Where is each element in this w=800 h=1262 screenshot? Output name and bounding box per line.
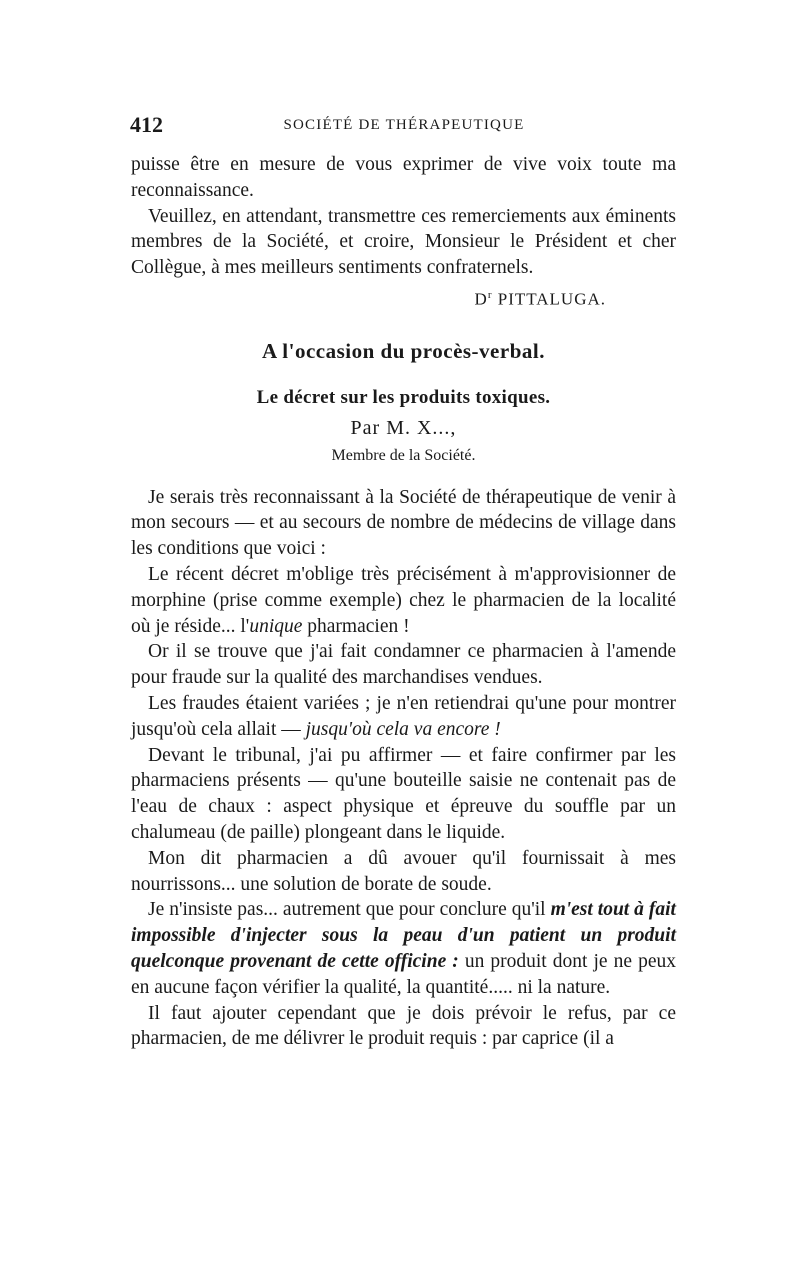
- article-paragraph-6: Mon dit pharmacien a dû avouer qu'il fournissait à mes nourrissons... une solution de borate de soude.: [131, 847, 676, 895]
- letter-signature: [131, 283, 606, 312]
- running-head: SOCIÉTÉ DE THÉRAPEUTIQUE: [283, 117, 525, 133]
- article-paragraph-2: [131, 562, 676, 639]
- signature-prefix: D: [474, 289, 488, 309]
- letter-paragraph-2: Veuillez, en attendant, transmettre ces remerciements aux éminents membres de la Société, et croire, Monsieur le Président et cher Collègue, à mes meilleurs sentiments confraternels.: [131, 205, 676, 279]
- paragraph-2-emphasis: unique: [249, 615, 303, 637]
- paragraph-7-text-b: un produit dont je ne peux en aucune façon vérifier la qualité, la quantité..... ni la nature.: [131, 950, 676, 998]
- article-author: Par M. X...,: [350, 417, 457, 440]
- article-paragraph-3: Or il se trouve que j'ai fait condamner ce pharmacien à l'amende pour fraude sur la qualité des marchandises vendues.: [131, 641, 676, 689]
- article-paragraph-5: Devant le tribunal, j'ai pu affirmer — et faire confirmer par les pharmaciens présents — qu'une bouteille saisie ne contenait pas de l'eau de chaux : aspect physique et épreuve du souffle par un chalumeau (de paille) plongeant dans le liquide.: [131, 744, 676, 843]
- letter-paragraph-1: puisse être en mesure de vous exprimer de vive voix toute ma reconnaissance.: [131, 154, 676, 201]
- page-number: 412: [130, 112, 163, 137]
- article-paragraph-8: Il faut ajouter cependant que je dois prévoir le refus, par ce pharmacien, de me délivrer le produit requis : par caprice (il a: [131, 1002, 676, 1050]
- paragraph-4-emphasis: jusqu'où cela va encore !: [305, 718, 501, 740]
- article-paragraph-1: Je serais très reconnaissant à la Société de thérapeutique de venir à mon secours — et au secours de nombre de médecins de village dans les conditions que voici :: [131, 486, 676, 560]
- paragraph-7-emphasis: m'est tout à fait impossible d'injecter sous la peau d'un patient un produit quelconque provenant de cette officine :: [131, 899, 676, 972]
- paragraph-4-text-a: Les fraudes étaient variées ; je n'en retiendrai qu'une pour montrer jusqu'où cela allait —: [131, 693, 676, 740]
- author-affiliation: Membre de la Société.: [331, 446, 476, 464]
- body-text: [131, 152, 676, 1052]
- paragraph-7-text-a: Je n'insiste pas... autrement que pour conclure qu'il: [148, 899, 551, 921]
- section-title: A l'occasion du procès-verbal.: [262, 339, 545, 364]
- page-header: [128, 112, 680, 142]
- paragraph-2-text-b: pharmacien !: [302, 615, 410, 637]
- signature-superscript: r: [487, 288, 493, 301]
- article-paragraph-7: [131, 897, 676, 1000]
- article-paragraph-4: [131, 691, 676, 743]
- signature-name: PITTALUGA.: [492, 289, 606, 309]
- article-title: Le décret sur les produits toxiques.: [256, 387, 551, 409]
- paragraph-2-text-a: Le récent décret m'oblige très précisément à m'approvisionner de morphine (prise comme exemple) chez le pharmacien de la localité où je réside... l': [131, 564, 676, 637]
